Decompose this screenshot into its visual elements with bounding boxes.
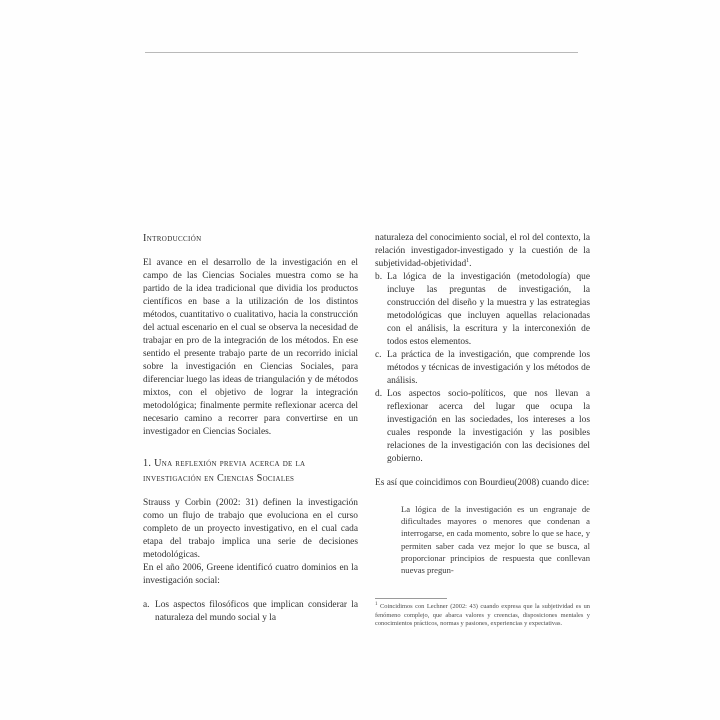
paragraph-strauss-corbin: Strauss y Corbin (2002: 31) definen la investigación como un flujo de trabajo que evoluciona en el curso completo de un proyecto investigativo, en el cual cada etapa del trabajo implica una serie de decisiones metodológicas. [143,498,358,560]
list-item-a-marker: a. [143,600,150,610]
list-item-c-text: La práctica de la investigación, que comprende los métodos y técnicas de investigación y los métodos de análisis. [387,350,590,386]
paragraph-bourdieu: Es así que coincidimos con Bourdieu(2008) cuando dice: [375,478,590,488]
footnote-1-text: Coincidimos con Lechner (2002: 43) cuando expresa que la subjetividad es un fenómeno complejo, que abarca valores y creencias, disposiciones mentales y conocimientos prácticos, normas y pasiones, experiencias y expectativas. [375,603,590,628]
paragraph-introduction: El avance en el desarrollo de la investigación en el campo de las Ciencias Sociales muestra como se ha partido de la idea tradicional que dividia los productos científicos en base a la utilización de los distintos métodos, cuantitativo o cualitativo, hacia la construcción del actual escenario en el cual se observa la necesidad de trabajar en pro de la integración de los métodos. En ese sentido el presente trabajo parte de un recorrido inicial sobre la investigación en Ciencias Sociales, para diferenciar luego las ideas de triangulación y de métodos mixtos, con el objetivo de lograr la integración metodológica; finalmente permite reflexionar acerca del necesario camino a recorrer para convertirse en un investigador en Ciencias Sociales. [143,258,358,437]
domains-list-right [375,271,590,466]
footnote-separator-rule [375,598,447,599]
footnote-area [375,598,590,629]
paragraph-greene: En el año 2006, Greene identificó cuatro dominios en la investigación social: [143,563,358,586]
list-item-d [375,388,590,466]
list-item-d-text: Los aspectos socio-políticos, que nos llevan a reflexionar acerca del lugar que ocupa la investigación en las sociedades, los intereses a los cuales responde la investigación y las posibles relaciones de la investigación con las decisiones del gobierno. [387,389,590,464]
paragraph-continuation [375,232,590,271]
list-item-b-text: La lógica de la investigación (metodología) que incluye las preguntas de investigación, la construcción del diseño y la muestra y las estrategias metodológicas que incluyen aquellas relacionadas con el análisis, la escritura y la interconexión de todos estos elementos. [387,272,590,347]
footnote-1-marker: 1 [375,601,378,607]
list-item-c-marker: c. [375,350,382,360]
list-item-b-marker: b. [375,272,383,282]
list-item-c [375,349,590,388]
list-item-a [143,599,358,625]
domains-list-left [143,599,358,625]
list-item-b [375,271,590,349]
footnote-reference-1: 1 [466,257,470,264]
header-rule [145,52,578,53]
right-column [375,232,590,576]
continuation-period: . [469,259,472,269]
left-column [143,232,358,625]
footnote-1 [375,603,590,629]
continuation-text: naturaleza del conocimiento social, el rol del contexto, la relación investigador-investigado y la cuestión de la subjetividad-objetividad [375,233,590,269]
heading-section-1: 1. Una reflexión previa acerca de la investigación en Ciencias Sociales [143,458,306,484]
heading-introduccion: Introducción [143,233,202,244]
list-item-a-text: Los aspectos filosóficos que implican considerar la naturaleza del mundo social y la [155,600,358,623]
blockquote-bourdieu: La lógica de la investigación es un engranaje de dificultades mayores o menores que condenan a interrogarse, en cada momento, sobre lo que se hace, y permiten saber cada vez mejor lo que se busca, al proporcionar principios de respuesta que conllevan nuevas pregun- [401,504,590,576]
list-item-d-marker: d. [375,389,383,399]
